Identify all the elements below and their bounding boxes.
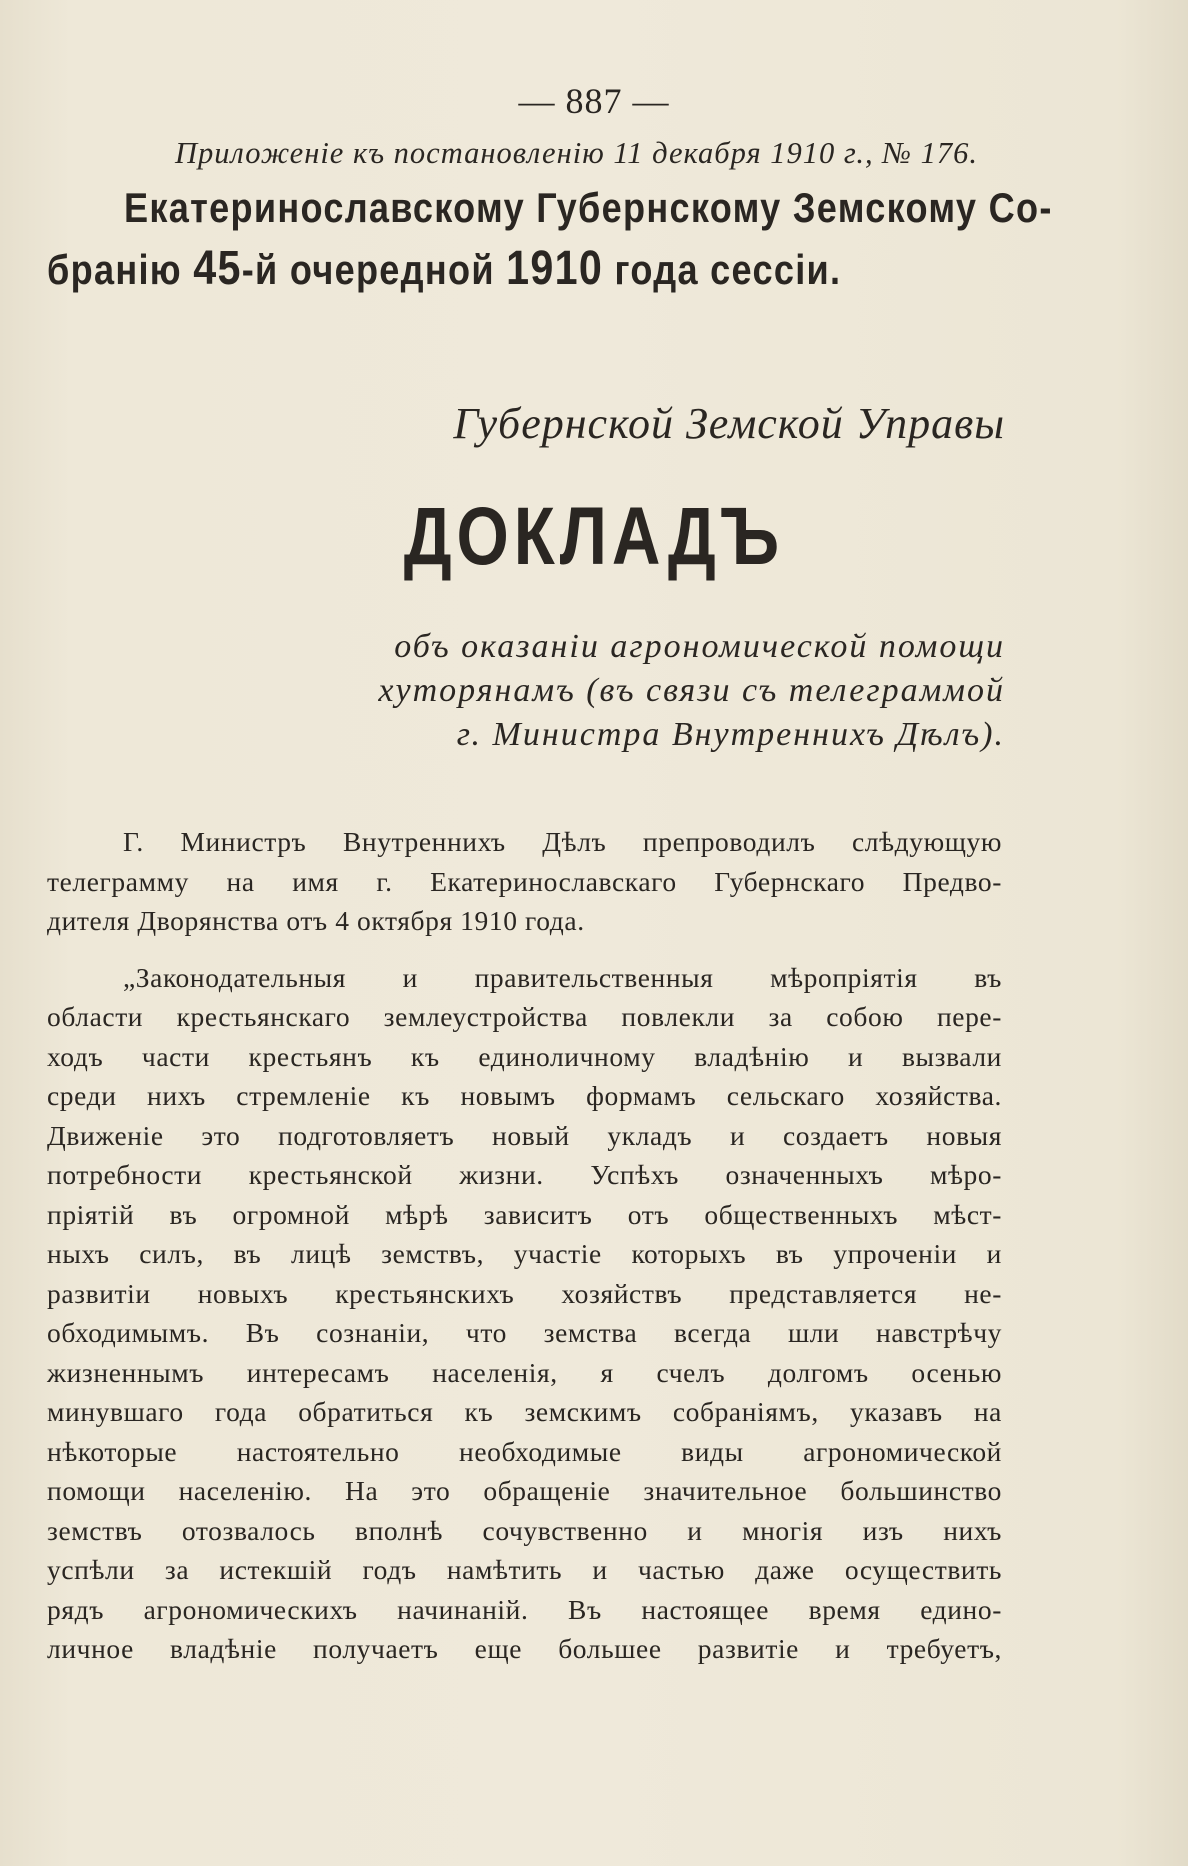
body-line: обходимымъ. Въ сознанiи, что земства всегда шли навстрѣчу <box>47 1317 1002 1348</box>
issuing-authority: Губернской Земской Управы <box>453 399 1005 448</box>
subject-line-2: хуторянамъ (въ связи съ телеграммой <box>378 672 1005 709</box>
body-line: прiятiй въ огромной мѣрѣ зависитъ отъ общественныхъ мѣст- <box>47 1199 1002 1230</box>
appendix-note: Приложенiе къ постановленiю 11 декабря 1910 г., № 176. <box>175 136 979 170</box>
body-line: земствъ отозвалось вполнѣ сочувственно и многiя изъ нихъ <box>47 1515 1002 1546</box>
report-title <box>0 490 1188 584</box>
page-number: — 887 — <box>518 81 670 121</box>
body-line: области крестьянскаго землеустройства повлекли за собою пере- <box>47 1001 1002 1032</box>
heading-line-1: Екатеринославскому Губернскому Земскому Со- <box>124 184 1053 231</box>
report-title-text: ДОКЛАДЪ <box>403 491 785 582</box>
body-line: среди нихъ стремленiе къ новымъ формамъ сельскаго хозяйства. <box>47 1080 1002 1111</box>
body-line: личное владѣнiе получаетъ еще большее развитiе и требуетъ, <box>47 1633 1002 1664</box>
heading-line-2-mid: -й очередной <box>241 246 507 293</box>
body-line: жизненнымъ интересамъ населенiя, я счелъ долгомъ осенью <box>47 1357 1002 1388</box>
body-line: „Законодательныя и правительственныя мѣропрiятiя въ <box>123 962 1002 993</box>
body-line: потребности крестьянской жизни. Успѣхъ означенныхъ мѣро- <box>47 1159 1002 1190</box>
body-line: рядъ агрономическихъ начинанiй. Въ настоящее время едино- <box>47 1594 1002 1625</box>
heading-line-2 <box>47 241 841 296</box>
body-line: нѣкоторые настоятельно необходимые виды агрономической <box>47 1436 1002 1467</box>
body-line: успѣли за истекшiй годъ намѣтить и частью даже осуществить <box>47 1554 1002 1585</box>
subject-line-1: объ оказанiи агрономической помощи <box>394 628 1005 665</box>
session-year: 1910 <box>506 242 604 295</box>
body-line: ходъ части крестьянъ къ единоличному владѣнiю и вызвали <box>47 1041 1002 1072</box>
body-line: телеграмму на имя г. Екатеринославскаго Губернскаго Предво- <box>47 866 1002 897</box>
body-line: дителя Дворянства отъ 4 октября 1910 года. <box>47 905 585 936</box>
body-line: помощи населенiю. На это обращенiе значительное большинство <box>47 1475 1002 1506</box>
heading-line-2-pre: бранiю <box>47 246 194 293</box>
body-line: Г. Министръ Внутреннихъ Дѣлъ препроводилъ слѣдующую <box>123 826 1002 857</box>
body-line: развитiи новыхъ крестьянскихъ хозяйствъ представляется не- <box>47 1278 1002 1309</box>
session-number: 45 <box>193 242 242 295</box>
heading-line-2-post: года сессiи. <box>603 246 842 293</box>
body-line: минувшаго года обратиться къ земскимъ собранiямъ, указавъ на <box>47 1396 1002 1427</box>
body-line: ныхъ силъ, въ лицѣ земствъ, участiе которыхъ въ упроченiи и <box>47 1238 1002 1269</box>
subject-line-3: г. Министра Внутреннихъ Дѣлъ). <box>456 716 1005 753</box>
body-line: Движенiе это подготовляетъ новый укладъ и создаетъ новыя <box>47 1120 1002 1151</box>
